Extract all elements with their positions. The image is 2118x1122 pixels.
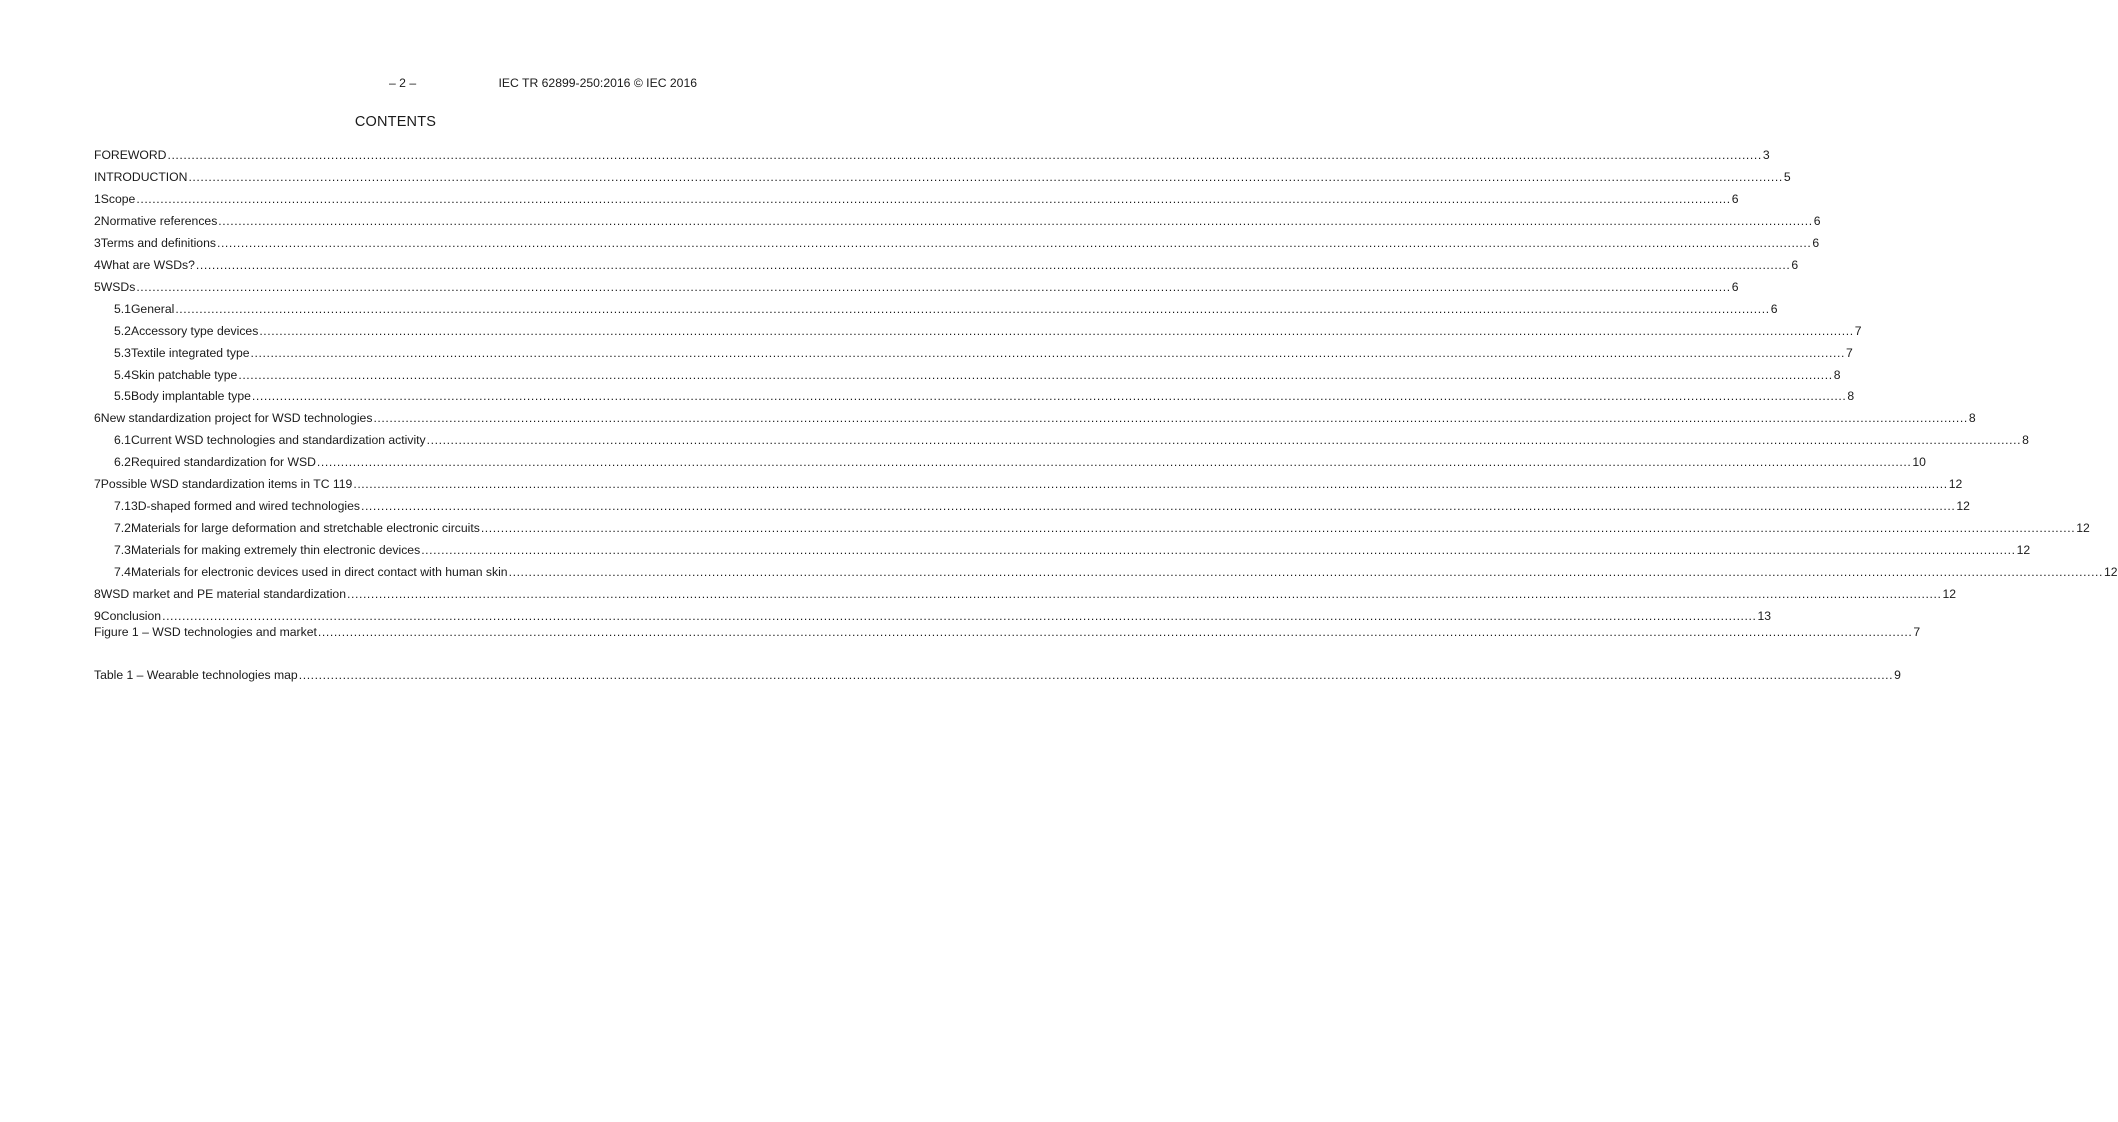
toc-entry-number: 7.3 [114, 543, 131, 558]
toc-entry-page: 7 [1845, 345, 1853, 360]
toc-entry-number: 6 [94, 411, 101, 426]
toc-entry-page: 8 [1833, 367, 1841, 382]
dot-leader: ................................................................................................................................................................................................................................................................................................................................................................................................................ [175, 301, 1770, 316]
toc-entry[interactable] [94, 431, 2029, 448]
page-number: – 2 – [389, 76, 417, 90]
dot-leader: ................................................................................................................................................................................................................................................................................................................................................................................................................ [251, 389, 1847, 404]
toc-entry-text: 3D-shaped formed and wired technologies [130, 499, 360, 514]
toc-entry-number: 5.2 [114, 323, 131, 338]
dot-leader: ................................................................................................................................................................................................................................................................................................................................................................................................................ [426, 433, 2022, 448]
toc-entry-number: 2 [94, 213, 101, 228]
toc-entry-number: 7.2 [114, 521, 131, 536]
toc-entry-page: 12 [1948, 477, 1963, 492]
dot-leader: ................................................................................................................................................................................................................................................................................................................................................................................................................ [347, 587, 1942, 601]
toc-entry[interactable] [94, 497, 1970, 514]
toc-entry-text: Terms and definitions [100, 235, 216, 250]
toc-entry[interactable] [94, 300, 1778, 317]
toc-entry-number: 9 [94, 608, 101, 623]
toc-entry-number: 4 [94, 257, 101, 272]
toc-entry-number: 8 [94, 587, 101, 601]
toc-entry-number: 3 [94, 235, 101, 250]
toc-entry[interactable] [94, 344, 1853, 361]
toc-entry-text: Skin patchable type [130, 367, 238, 382]
toc-entry-text: Table 1 – Wearable technologies map [94, 668, 298, 682]
toc-entry[interactable] [94, 541, 2031, 558]
document-id: IEC TR 62899-250:2016 © IEC 2016 [498, 76, 697, 90]
toc-entry-page: 8 [1847, 389, 1855, 404]
dot-leader: ................................................................................................................................................................................................................................................................................................................................................................................................................ [316, 455, 1912, 470]
dot-leader: ................................................................................................................................................................................................................................................................................................................................................................................................................ [188, 169, 1783, 184]
toc-entry[interactable] [94, 585, 1956, 602]
toc-entry-page: 8 [1968, 411, 1976, 426]
toc-entry-page: 10 [1912, 455, 1926, 470]
dot-leader: ................................................................................................................................................................................................................................................................................................................................................................................................................ [167, 148, 1762, 162]
toc-entry-text: WSD market and PE material standardization [100, 587, 346, 601]
toc-entry-page: 6 [1813, 213, 1821, 228]
toc-entry-number: 5.3 [114, 345, 131, 360]
toc-entry-text: Materials for electronic devices used in direct contact with human skin [130, 565, 508, 580]
toc-entry[interactable] [94, 366, 1841, 383]
toc-entry-page: 6 [1791, 257, 1799, 272]
dot-leader: ................................................................................................................................................................................................................................................................................................................................................................................................................ [250, 345, 1845, 360]
toc-entry-text: Conclusion [100, 608, 162, 623]
toc-entry[interactable] [94, 256, 1799, 273]
dot-leader: ................................................................................................................................................................................................................................................................................................................................................................................................................ [216, 235, 1812, 250]
toc-entry-page: 9 [1894, 668, 1901, 682]
toc-entry-number: 5.4 [114, 367, 131, 382]
toc-entry-page: 12 [2076, 521, 2090, 536]
dot-leader: ................................................................................................................................................................................................................................................................................................................................................................................................................ [508, 565, 2104, 580]
toc-entry[interactable] [94, 519, 2090, 536]
figure-entry[interactable] [94, 623, 1921, 640]
dot-leader: ................................................................................................................................................................................................................................................................................................................................................................................................................ [195, 257, 1791, 272]
toc-entry-number: 7 [94, 477, 101, 492]
toc-entry-number: 6.2 [114, 455, 131, 470]
toc-entry-page: 13 [1757, 608, 1772, 623]
toc-entry[interactable] [94, 212, 1821, 229]
toc-entry[interactable] [94, 453, 1926, 470]
dot-leader: ................................................................................................................................................................................................................................................................................................................................................................................................................ [317, 625, 1913, 639]
dot-leader: ................................................................................................................................................................................................................................................................................................................................................................................................................ [373, 411, 1968, 426]
toc-entry-text: INTRODUCTION [94, 169, 188, 184]
toc-entry-number: 5.5 [114, 389, 131, 404]
toc-entry-page: 6 [1770, 301, 1778, 316]
toc-entry-text: Accessory type devices [130, 323, 259, 338]
dot-leader: ................................................................................................................................................................................................................................................................................................................................................................................................................ [353, 477, 1948, 492]
toc-entry-text: Scope [100, 191, 136, 206]
toc-entry-text: Possible WSD standardization items in TC 119 [100, 477, 353, 492]
table-entry[interactable] [94, 666, 1901, 683]
page-header [94, 76, 697, 92]
toc-entry-page: 6 [1731, 279, 1739, 294]
toc-entry-text: Required standardization for WSD [130, 455, 316, 470]
toc-entry[interactable] [94, 387, 1855, 404]
toc-entry[interactable] [94, 322, 1862, 339]
toc-entry-page: 12 [1942, 587, 1956, 601]
toc-entry[interactable] [94, 409, 1976, 426]
toc-entry[interactable] [94, 190, 1739, 207]
toc-entry-number: 5.1 [114, 301, 131, 316]
toc-entry[interactable] [94, 146, 1770, 163]
toc-entry-number: 5 [94, 279, 101, 294]
toc-entry-text: WSDs [100, 279, 136, 294]
toc-entry-number: 7.1 [114, 499, 131, 514]
toc-entry-page: 12 [2104, 565, 2118, 580]
toc-entry[interactable] [94, 607, 1772, 624]
dot-leader: ................................................................................................................................................................................................................................................................................................................................................................................................................ [218, 213, 1813, 228]
dot-leader: ................................................................................................................................................................................................................................................................................................................................................................................................................ [162, 608, 1757, 623]
toc-entry[interactable] [94, 168, 1791, 185]
toc-entry[interactable] [94, 563, 2118, 580]
dot-leader: ................................................................................................................................................................................................................................................................................................................................................................................................................ [360, 499, 1956, 514]
toc-entry-page: 6 [1812, 235, 1820, 250]
toc-entry-text: General [130, 301, 175, 316]
toc-entry-text: Materials for large deformation and stretchable electronic circuits [130, 521, 480, 536]
contents-title: CONTENTS [354, 114, 437, 130]
toc-entry-page: 3 [1762, 148, 1770, 162]
dot-leader: ................................................................................................................................................................................................................................................................................................................................................................................................................ [136, 191, 1731, 206]
toc-entry-text: Normative references [100, 213, 218, 228]
toc-entry-page: 8 [2022, 433, 2029, 448]
toc-entry[interactable] [94, 278, 1739, 295]
toc-entry-text: Figure 1 – WSD technologies and market [94, 625, 317, 639]
toc-entry[interactable] [94, 475, 1963, 492]
toc-entry-text: What are WSDs? [100, 257, 195, 272]
toc-entry-page: 5 [1783, 169, 1791, 184]
toc-entry-text: Body implantable type [130, 389, 251, 404]
toc-entry-page: 7 [1913, 625, 1921, 639]
toc-entry-number: 7.4 [114, 565, 131, 580]
toc-entry-text: Textile integrated type [130, 345, 250, 360]
toc-entry-page: 7 [1854, 323, 1862, 338]
toc-entry-text: Current WSD technologies and standardization activity [130, 433, 426, 448]
dot-leader: ................................................................................................................................................................................................................................................................................................................................................................................................................ [480, 521, 2076, 536]
toc-entry-text: FOREWORD [94, 148, 167, 162]
dot-leader: ................................................................................................................................................................................................................................................................................................................................................................................................................ [238, 367, 1833, 382]
toc-entry-text: New standardization project for WSD technologies [100, 411, 373, 426]
toc-entry-page: 12 [1956, 499, 1970, 514]
toc-entry[interactable] [94, 234, 1820, 251]
dot-leader: ................................................................................................................................................................................................................................................................................................................................................................................................................ [136, 279, 1731, 294]
toc-entry-page: 6 [1731, 191, 1739, 206]
toc-entry-text: Materials for making extremely thin electronic devices [130, 543, 421, 558]
dot-leader: ................................................................................................................................................................................................................................................................................................................................................................................................................ [298, 668, 1894, 682]
toc-entry-number: 1 [94, 191, 101, 206]
dot-leader: ................................................................................................................................................................................................................................................................................................................................................................................................................ [421, 543, 2016, 558]
dot-leader: ................................................................................................................................................................................................................................................................................................................................................................................................................ [259, 323, 1854, 338]
toc-entry-page: 12 [2016, 543, 2031, 558]
toc-entry-number: 6.1 [114, 433, 131, 448]
